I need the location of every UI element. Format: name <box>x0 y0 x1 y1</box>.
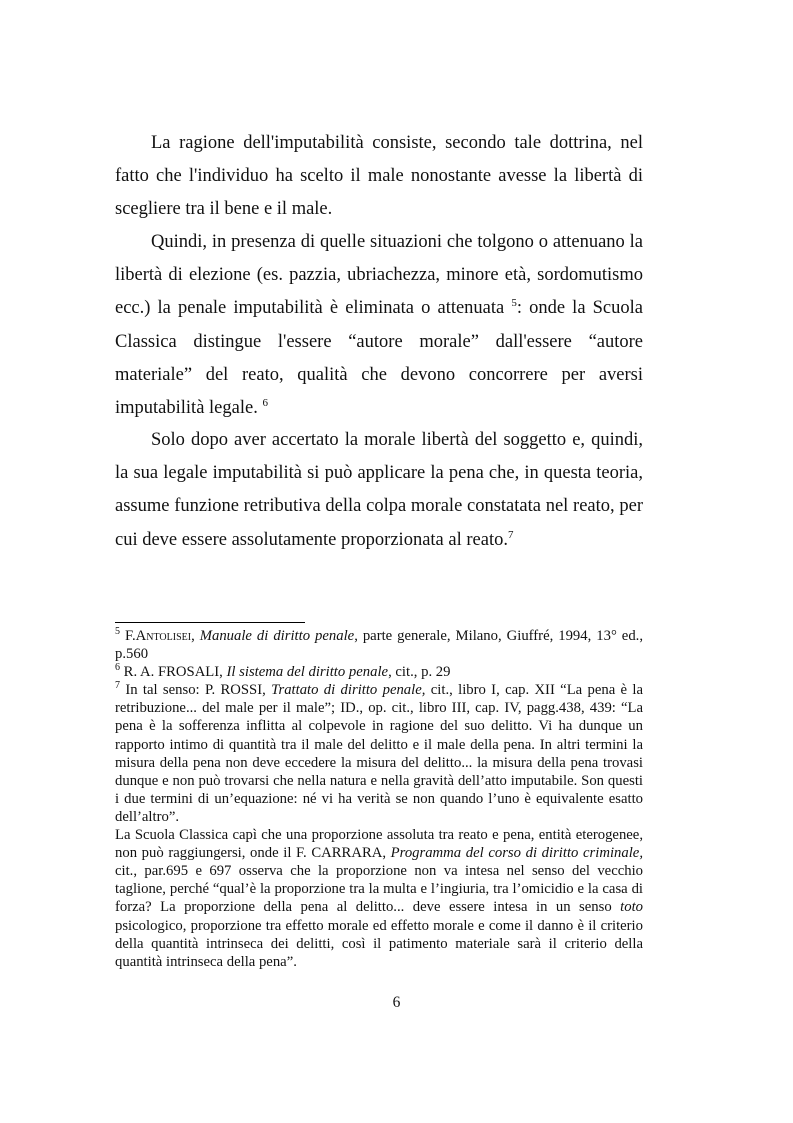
footnote-separator <box>115 622 305 623</box>
footnote-6 <box>115 663 643 681</box>
paragraph-2-text: Quindi, in presenza di quelle situazioni che tolgono o attenuano la libertà di elezione (es. pazzia, ubriachezza, minore età, sordomutismo ecc.) la penale imputabilità è eliminata o attenuata <box>115 232 643 319</box>
paragraph-2-continuation: : onde la Scuola Classica distingue l'essere “autore morale” dall'essere “autore materiale” del reato, qualità che devono concorrere per aversi imputabilità legale. <box>115 298 643 419</box>
footnote-7-lead: In tal senso: P. ROSSI, <box>125 682 272 699</box>
footnote-5-author: Antolisei <box>135 628 192 644</box>
footnote-5: $^5$ F.Antolisei, Manuale di diritto penale, parte generale, Milano, Giuffré, 1994, 13° ed., p.560 <box>115 626 644 663</box>
footnote-6-author: R. A. FROSALI, <box>123 664 227 681</box>
footnote-5-title: Manuale di diritto penale <box>199 628 355 644</box>
footnote-6-rest: , cit., p. 29 <box>388 664 451 681</box>
page-number: 6 <box>392 994 401 1011</box>
paragraph-3 <box>115 424 643 557</box>
footnote-7-cont-lead: La Scuola Classica capì che una proporzione assoluta tra reato e pena, entità eterogenee, non può raggiungersi, onde il F. CARRARA, <box>115 827 643 862</box>
footnote-5-rest: , parte generale, Milano, Giuffré, 1994, 13° ed., p.560 <box>115 628 644 663</box>
footnote-7-cont-toto: toto <box>620 899 643 916</box>
footnote-7-cont-mid: cit., par.695 e 697 osserva che la proporzione non va intesa nel senso del vecchio taglione, perché “qual’è la proporzione tra la multa e l’ingiuria, tra l’omicidio e la casa di forza? La proporzione della pena al delitto... deve essere intesa in un senso <box>115 863 643 916</box>
paragraph-3-text: Solo dopo aver accertato la morale libertà del soggetto e, quindi, la sua legale imputabilità si può applicare la pena che, in questa teoria, assume funzione retributiva della colpa morale constatata nel reato, per cui deve essere assolutamente proporzionata al reato. <box>115 430 643 550</box>
footnote-7-number: 7 <box>115 680 120 692</box>
footnote-ref-6[interactable]: 6 <box>262 396 268 409</box>
footnote-ref-5[interactable]: 5 <box>511 297 517 310</box>
paragraph-1-text: La ragione dell'imputabilità consiste, secondo tale dottrina, nel fatto che l'individuo ha scelto il male nonostante avesse la libertà di scegliere tra il bene e il male. <box>115 133 643 220</box>
footnote-7 <box>115 681 643 826</box>
footnote-ref-7[interactable]: 7 <box>507 528 514 541</box>
footnote-7-cont-rest: psicologico, proporzione tra effetto morale ed effetto morale e come il danno è il criterio della quantità intrinseca dei delitti, così il patimento materiale sarà il criterio della quantità intrinseca della pena”. <box>115 917 643 970</box>
footnote-7-cont-title: Programma del corso di diritto criminale, <box>390 845 643 862</box>
paragraph-1 <box>115 127 643 227</box>
footnote-6-number: 6 <box>115 662 120 674</box>
footnote-6-title: Il sistema del diritto penale <box>226 664 389 681</box>
footnote-7-rest: cit., libro I, cap. XII “La pena è la retribuzione... del male per il male”; ID., op. cit., libro III, cap. IV, pagg.438, 439: “La pena è la sofferenza inflitta al colpevole in ragione del suo delitto. Vi ha dunque un rapporto intimo di quantità tra il male del delitto e il male della pena. In altri termini la misura della pena non deve eccedere la misura del delitto... la misura della pena trovasi dunque e non può trovarsi che nella natura e nella gravità dell’atto imputabile. Son questi i due termini di un’equazione: né vi ha verità se non quando l’uno è equivalente esatto dell’altro”. <box>115 682 644 825</box>
footnote-5-author-initial: F. <box>124 628 136 644</box>
footnote-7-continuation <box>115 826 643 971</box>
footnote-7-title: Trattato di diritto penale, <box>271 682 426 699</box>
paragraph-2 <box>115 226 643 425</box>
footnote-5-number: 5 <box>115 626 120 638</box>
footnotes-section <box>115 627 643 971</box>
